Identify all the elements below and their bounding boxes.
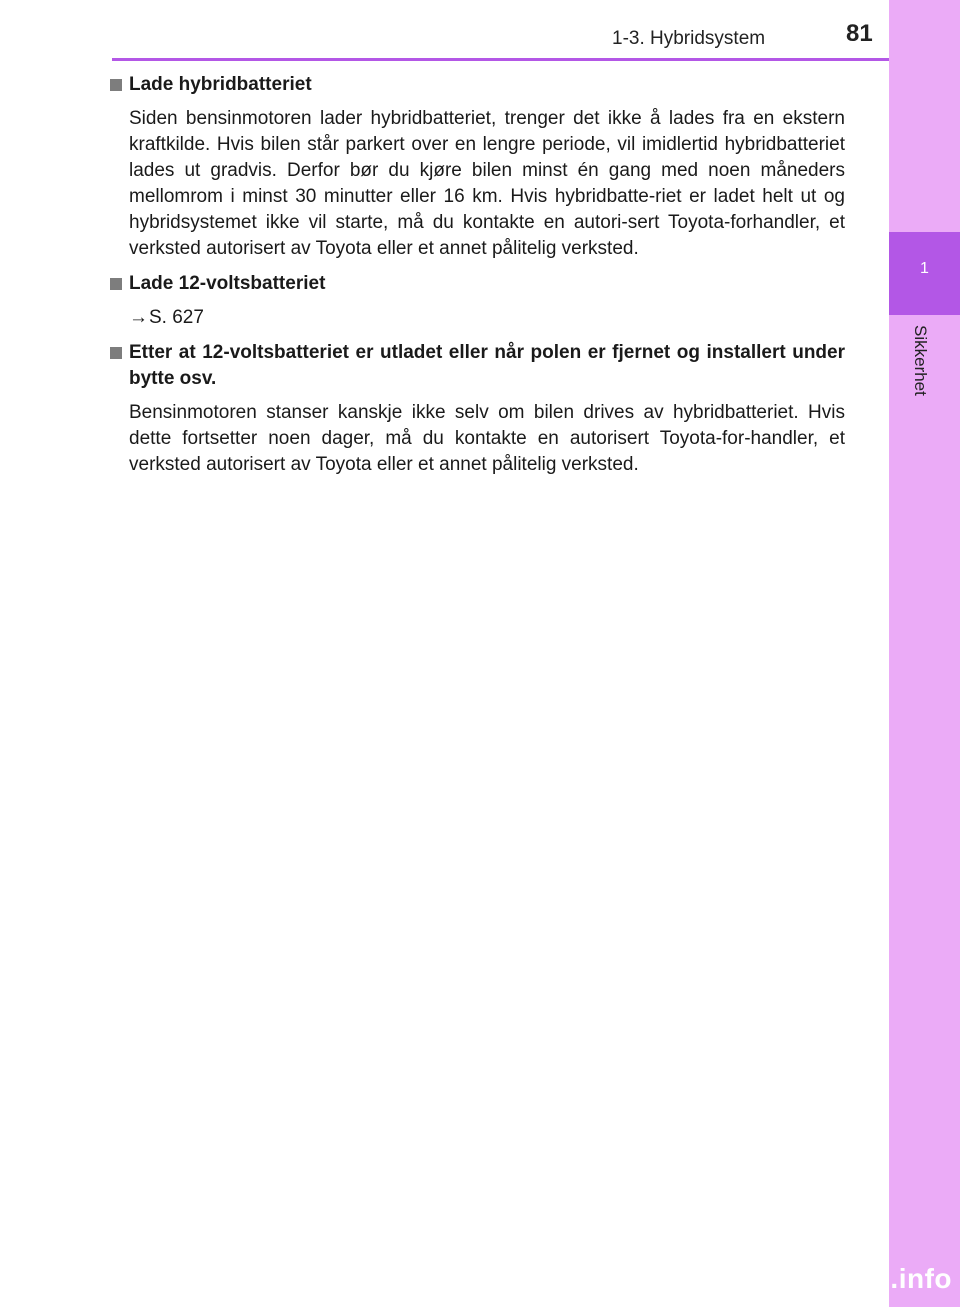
header-section-title: 1-3. Hybridsystem	[612, 28, 766, 49]
section-charging-hybrid-battery	[110, 72, 845, 262]
section-heading	[110, 72, 845, 98]
section-heading	[110, 271, 845, 297]
chapter-number: 1	[920, 260, 929, 277]
page-reference-text: S. 627	[149, 307, 204, 328]
section-charging-12v-battery	[110, 271, 845, 331]
page-number: 81	[846, 20, 873, 47]
arrow-right-icon: →	[129, 307, 148, 328]
chapter-label: Sikkerhet	[911, 325, 930, 396]
section-heading	[110, 340, 845, 392]
section-body: Siden bensinmotoren lader hybridbatteriet, trenger det ikke å lades fra en ekstern kraftkilde. Hvis bilen står parkert over en lengre periode, vil imidlertid hybridbatteriet lades ut gradvis. Derfor bør du kjøre bilen minst én gang med noen måneders mellomrom i minst 30 minutter eller 16 km. Hvis hybridbatte-riet er ladet helt ut og hybridsystemet ikke vil starte, må du kontakte en autori-sert Toyota-forhandler, et verksted autorisert av Toyota eller et annet pålitelig verksted.	[129, 108, 845, 259]
section-after-12v-discharge	[110, 340, 845, 478]
page-reference-link[interactable]	[110, 305, 845, 331]
square-bullet-icon	[110, 79, 122, 91]
section-heading-text: Lade 12-voltsbatteriet	[129, 273, 326, 294]
header-divider	[112, 58, 889, 61]
page-content	[110, 72, 845, 487]
section-heading-text: Etter at 12-voltsbatteriet er utladet eller når polen er fjernet og installert under bytte osv.	[129, 342, 845, 389]
side-tab	[889, 0, 960, 1307]
section-heading-text: Lade hybridbatteriet	[129, 74, 312, 95]
watermark-text: carmanualsonline.info	[644, 1263, 952, 1294]
section-body: Bensinmotoren stanser kanskje ikke selv om bilen drives av hybridbatteriet. Hvis dette fortsetter noen dager, må du kontakte en autorisert Toyota-for-handler, et verksted autorisert av Toyota eller et annet pålitelig verksted.	[129, 402, 845, 475]
square-bullet-icon	[110, 278, 122, 290]
square-bullet-icon	[110, 347, 122, 359]
